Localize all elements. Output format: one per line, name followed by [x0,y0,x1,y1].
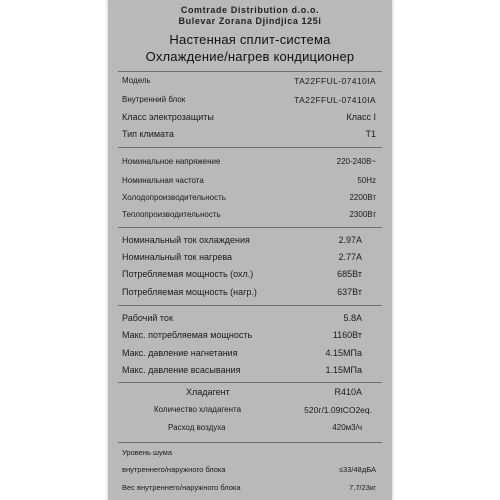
spec-value: 420м3/ч [332,423,362,432]
spec-key: Внутренний блок [122,95,186,104]
divider [118,382,382,383]
spec-key: Номинальный ток нагрева [122,252,233,262]
spec-value: 2.97A [338,235,362,245]
spec-value: 1160Вт [332,330,362,340]
spec-key: Рабочий ток [122,313,173,323]
spec-key: Холодопроизводительность [122,193,226,202]
spec-row [122,155,376,169]
divider [118,147,382,148]
spec-row [122,328,376,342]
spec-value: 2.77A [338,252,362,262]
spec-key: Макс. давление нагнетания [122,348,238,358]
spec-value: T1 [365,129,376,139]
spec-key: Макс. давление всасывания [122,365,241,375]
spec-key: Количество хладагента [154,405,242,414]
spec-key: Тип климата [122,129,174,139]
spec-row [122,285,376,299]
spec-value: TA22FFUL-07410IA [294,95,376,105]
spec-key: Вес внутреннего/наружного блока [122,483,241,492]
spec-key: Расход воздуха [168,423,226,432]
spec-key: Теплопроизводительность [122,210,221,219]
spec-row [122,385,376,399]
spec-value: 637Вт [337,287,362,297]
spec-key: Потребляемая мощность (нагр.) [122,287,257,297]
spec-value: 520г/1.09tCO2eq. [304,405,372,415]
spec-row [122,233,376,247]
spec-key: Макс. потребляемая мощность [122,330,253,340]
spec-row [122,174,376,188]
spec-key: Номинальное напряжение [122,157,221,166]
spec-value: 220-240В~ [336,157,376,166]
spec-value: Класс I [346,112,376,122]
divider [118,442,382,443]
company-name: Comtrade Distribution d.o.o. [180,5,320,15]
spec-value: R410A [334,387,362,397]
spec-value: 4.15МПа [325,348,362,358]
spec-row [122,481,376,495]
spec-row [122,191,376,205]
spec-row [122,267,376,281]
noise-title: Уровень шума [122,448,172,457]
spec-key: Потребляемая мощность (охл.) [122,269,254,279]
spec-row [122,421,376,435]
spec-row [122,208,376,222]
spec-value: ≤33/48дБА [338,465,376,474]
spec-row [122,403,376,417]
spec-value: 1.15МПа [325,365,362,375]
spec-row [122,250,376,264]
spec-key: Модель [122,76,151,85]
rating-label [108,0,392,500]
divider [118,227,382,228]
spec-key: Хладагент [186,387,230,397]
spec-key: Номинальный ток охлаждения [122,235,250,245]
spec-row [122,127,376,141]
spec-value: 7.7/23кг [349,483,376,492]
spec-row [122,93,376,107]
product-subtitle: Охлаждение/нагрев кондиционер [145,49,355,64]
spec-row [122,446,376,460]
spec-value: TA22FFUL-07410IA [294,76,376,86]
spec-value: 5.8A [343,313,362,323]
spec-row [122,363,376,377]
spec-row [122,463,376,477]
spec-key: Номинальная частота [122,176,204,185]
product-title: Настенная сплит-система [169,32,331,47]
spec-value: 2200Вт [349,193,376,202]
company-address: Bulevar Zorana Djindjica 125i [178,16,322,26]
spec-value: 685Вт [337,269,362,279]
spec-key: Класс электрозащиты [122,112,214,122]
spec-key: внутреннего/наружного блока [122,465,226,474]
spec-row [122,311,376,325]
spec-row [122,346,376,360]
spec-row [122,110,376,124]
divider [118,71,382,72]
spec-value: 50Hz [357,176,376,185]
divider [118,305,382,306]
spec-row [122,74,376,88]
spec-value: 2300Вт [349,210,376,219]
